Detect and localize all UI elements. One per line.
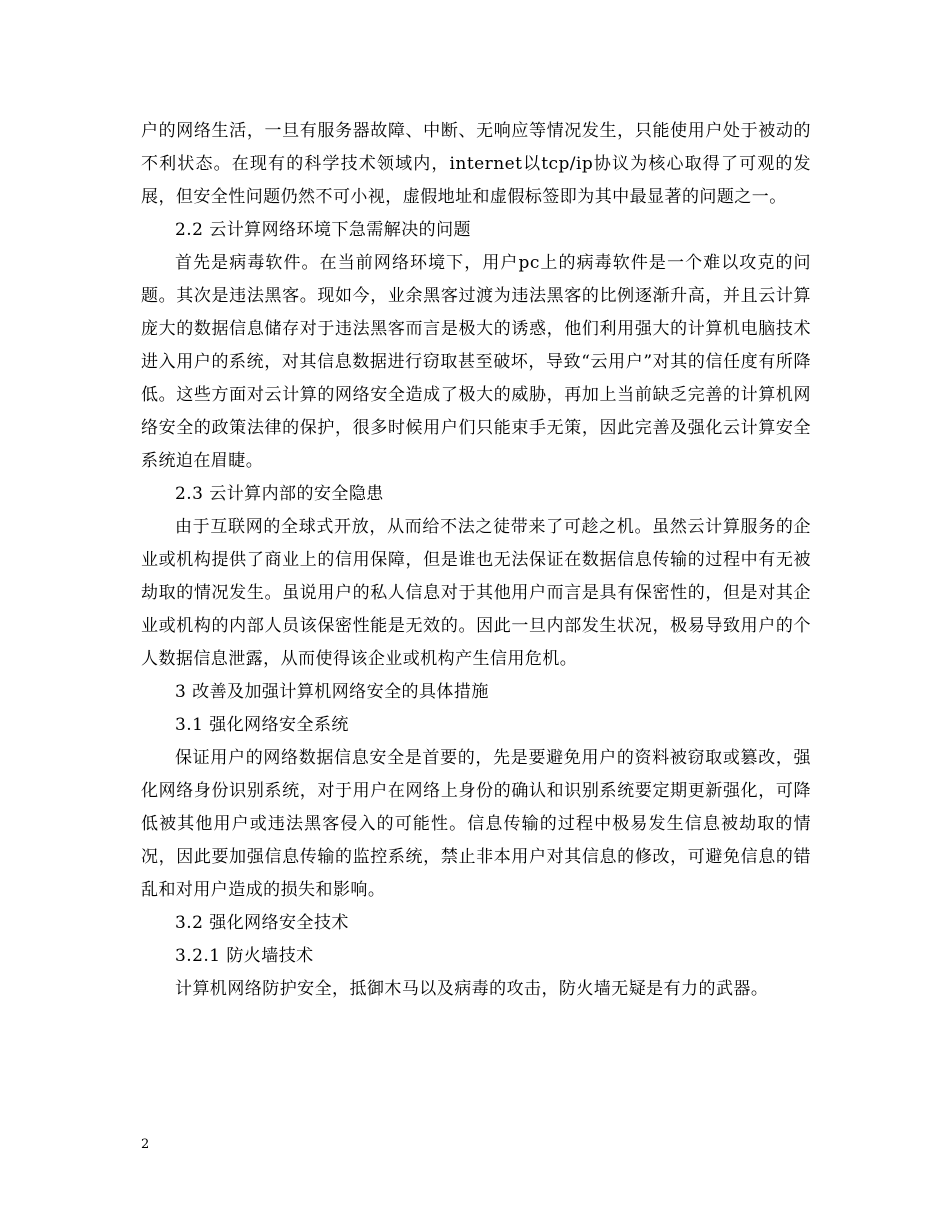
document-body [141, 115, 811, 1006]
paragraph-firewall: 计算机网络防护安全，抵御木马以及病毒的攻击，防火墙无疑是有力的武器。 [175, 979, 769, 999]
paragraph-virus-hackers: 首先是病毒软件。在当前网络环境下，用户pc上的病毒软件是一个难以攻克的问题。其次是违法黑客。现如今，业余黑客过渡为违法黑客的比例逐渐升高，并且云计算庞大的数据信息储存对于违法黑客而言是极大的诱惑，他们利用强大的计算机电脑技术进入用户的系统，对其信息数据进行窃取甚至破坏，导致“云用户”对其的信任度有所降低。这些方面对云计算的网络安全造成了极大的威胁，再加上当前缺乏完善的计算机网络安全的政策法律的保护，很多时候用户们只能束手无策，因此完善及强化云计算安全系统迫在眉睫。 [141, 253, 811, 471]
paragraph-security-system: 保证用户的网络数据信息安全是首要的，先是要避免用户的资料被窃取或篡改，强化网络身份识别系统，对于用户在网络上身份的确认和识别系统要定期更新强化，可降低被其他用户或违法黑客侵入的可能性。信息传输的过程中极易发生信息被劫取的情况，因此要加强信息传输的监控系统，禁止非本用户对其信息的修改，可避免信息的错乱和对用户造成的损失和影响。 [141, 748, 811, 900]
section-heading-3-2-1: 3.2.1 防火墙技术 [175, 946, 314, 966]
paragraph-continued: 户的网络生活，一旦有服务器故障、中断、无响应等情况发生，只能使用户处于被动的不利状态。在现有的科学技术领域内，internet以tcp/ip协议为核心取得了可观的发展，但安全性问题仍然不可小视，虚假地址和虚假标签即为其中最显著的问题之一。 [141, 121, 811, 207]
section-heading-3: 3 改善及加强计算机网络安全的具体措施 [175, 682, 489, 702]
paragraph-internal-risks: 由于互联网的全球式开放，从而给不法之徒带来了可趁之机。虽然云计算服务的企业或机构提供了商业上的信用保障，但是谁也无法保证在数据信息传输的过程中有无被劫取的情况发生。虽说用户的私人信息对于其他用户而言是具有保密性的，但是对其企业或机构的内部人员该保密性能是无效的。因此一旦内部发生状况，极易导致用户的个人数据信息泄露，从而使得该企业或机构产生信用危机。 [141, 517, 811, 669]
section-heading-3-1: 3.1 强化网络安全系统 [175, 715, 349, 735]
section-heading-2-2: 2.2 云计算网络环境下急需解决的问题 [175, 220, 471, 240]
section-heading-2-3: 2.3 云计算内部的安全隐患 [175, 484, 384, 504]
section-heading-3-2: 3.2 强化网络安全技术 [175, 913, 349, 933]
page-number: 2 [141, 1137, 150, 1152]
